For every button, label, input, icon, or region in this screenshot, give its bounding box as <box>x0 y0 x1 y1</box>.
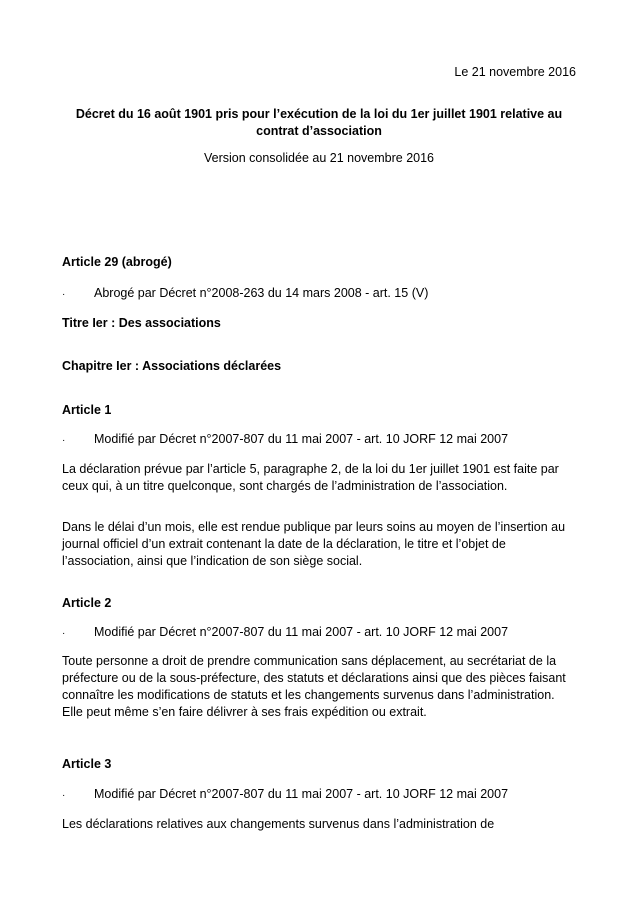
article-2-paragraph: Toute personne a droit de prendre communication sans déplacement, au secrétariat de la préfecture ou de la sous-préfecture, des statuts et déclarations ainsi que des pièces faisant connaître les modifications de statuts et les changements survenus dans l’administration. Elle peut même s’en faire délivrer à ses frais expédition ou extrait. <box>62 654 566 719</box>
article-29-heading: Article 29 (abrogé) <box>62 255 172 269</box>
chapitre-heading: Chapitre Ier : Associations déclarées <box>62 359 282 373</box>
bullet-dot: · <box>62 790 66 801</box>
article-29-amendment-text: Abrogé par Décret n°2008-263 du 14 mars 2008 - art. 15 (V) <box>94 286 429 300</box>
article-1-amendment <box>62 431 508 449</box>
article-2-heading: Article 2 <box>62 596 112 610</box>
article-1-paragraph-2: Dans le délai d’un mois, elle est rendue publique par leurs soins au moyen de l’insertion au journal officiel d’un extrait contenant la date de la déclaration, le titre et l’objet de l’association, ainsi que l’indication de son siège social. <box>62 520 566 568</box>
document-date: Le 21 novembre 2016 <box>454 65 576 79</box>
article-1-heading: Article 1 <box>62 403 112 417</box>
bullet-dot: · <box>62 628 66 639</box>
article-3-paragraph: Les déclarations relatives aux changements survenus dans l’administration de <box>62 817 495 831</box>
bullet-dot: · <box>62 435 66 446</box>
article-3-amendment-text: Modifié par Décret n°2007-807 du 11 mai 2007 - art. 10 JORF 12 mai 2007 <box>94 787 509 801</box>
article-3-heading: Article 3 <box>62 757 112 771</box>
document-version: Version consolidée au 21 novembre 2016 <box>203 151 435 165</box>
article-3-amendment <box>62 786 508 804</box>
article-1-paragraph-1: La déclaration prévue par l’article 5, paragraphe 2, de la loi du 1er juillet 1901 est faite par ceux qui, à un titre quelconque, sont chargés de l’administration de l’association. <box>62 462 559 493</box>
document-title: Décret du 16 août 1901 pris pour l’exécution de la loi du 1er juillet 1901 relative au contrat d’association <box>75 107 563 138</box>
article-1-amendment-text: Modifié par Décret n°2007-807 du 11 mai 2007 - art. 10 JORF 12 mai 2007 <box>94 432 509 446</box>
article-29-amendment <box>62 285 428 303</box>
article-2-amendment-text: Modifié par Décret n°2007-807 du 11 mai 2007 - art. 10 JORF 12 mai 2007 <box>94 625 509 639</box>
article-2-amendment <box>62 624 508 642</box>
bullet-dot: · <box>62 289 66 300</box>
titre-heading: Titre Ier : Des associations <box>62 316 221 330</box>
